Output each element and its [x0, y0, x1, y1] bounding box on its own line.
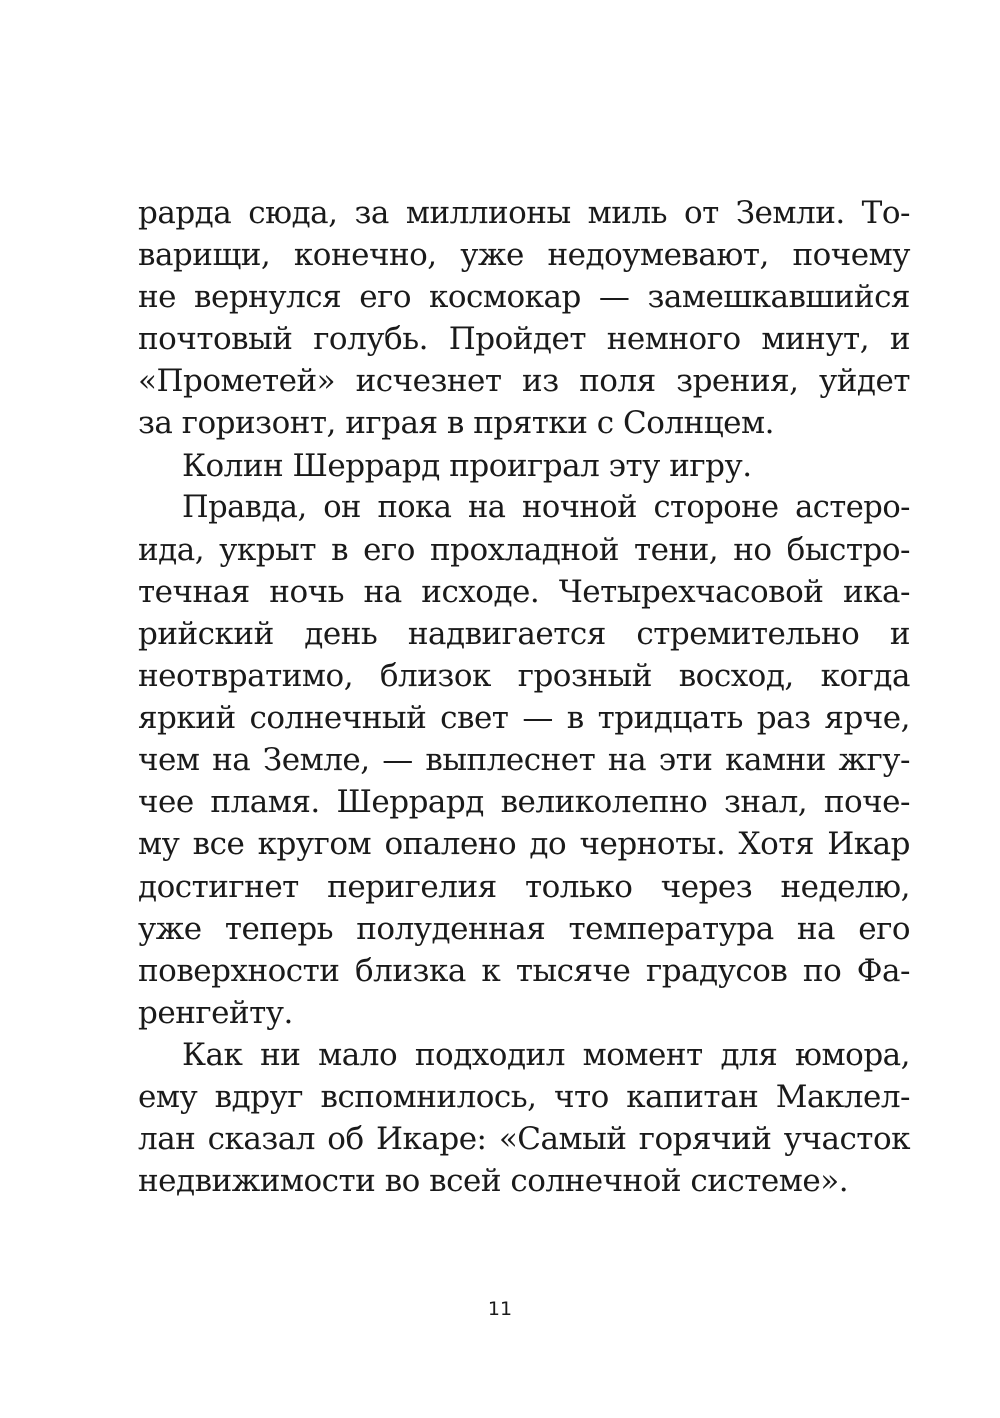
text-line: течная ночь на исходе. Четырехчасовой ика-: [138, 573, 910, 610]
text-line: не вернулся его космокар — замешкавшийся: [138, 279, 910, 316]
text-line: за горизонт, играя в прятки с Солнцем.: [138, 405, 774, 442]
text-line: ренгейту.: [138, 994, 293, 1031]
body-text: [138, 192, 910, 1202]
page-number: 11: [487, 1298, 513, 1320]
text-line: неотвратимо, близок грозный восход, когда: [138, 658, 910, 695]
text-line: чее пламя. Шеррард великолепно знал, поче-: [138, 784, 910, 821]
text-line: рийский день надвигается стремительно и: [138, 615, 910, 652]
text-line: недвижимости во всей солнечной системе».: [138, 1163, 849, 1200]
text-line: му все кругом опалено до черноты. Хотя Икар: [138, 826, 910, 863]
text-line: Колин Шеррард проиграл эту игру.: [182, 447, 752, 484]
text-line: почтовый голубь. Пройдет немного минут, и: [138, 321, 910, 358]
text-line: поверхности близка к тысяче градусов по Фа-: [138, 952, 910, 989]
text-line: варищи, конечно, уже недоумевают, почему: [138, 237, 910, 274]
text-line: лан сказал об Икаре: «Самый горячий участок: [138, 1121, 910, 1158]
text-line: Как ни мало подходил момент для юмора,: [182, 1036, 910, 1073]
text-line: чем на Земле, — выплеснет на эти камни жгу-: [138, 742, 910, 779]
text-line: ему вдруг вспомнилось, что капитан Маклел-: [138, 1078, 910, 1115]
text-line: Правда, он пока на ночной стороне астеро-: [182, 489, 910, 525]
text-line: уже теперь полуденная температура на его: [138, 910, 910, 947]
text-line: ида, укрыт в его прохладной тени, но быстро-: [138, 531, 910, 568]
text-line: рарда сюда, за миллионы миль от Земли. То-: [138, 195, 910, 231]
text-line: достигнет перигелия только через неделю,: [138, 868, 910, 905]
text-line: «Прометей» исчезнет из поля зрения, уйдет: [138, 363, 910, 400]
text-line: яркий солнечный свет — в тридцать раз ярче,: [138, 700, 910, 737]
